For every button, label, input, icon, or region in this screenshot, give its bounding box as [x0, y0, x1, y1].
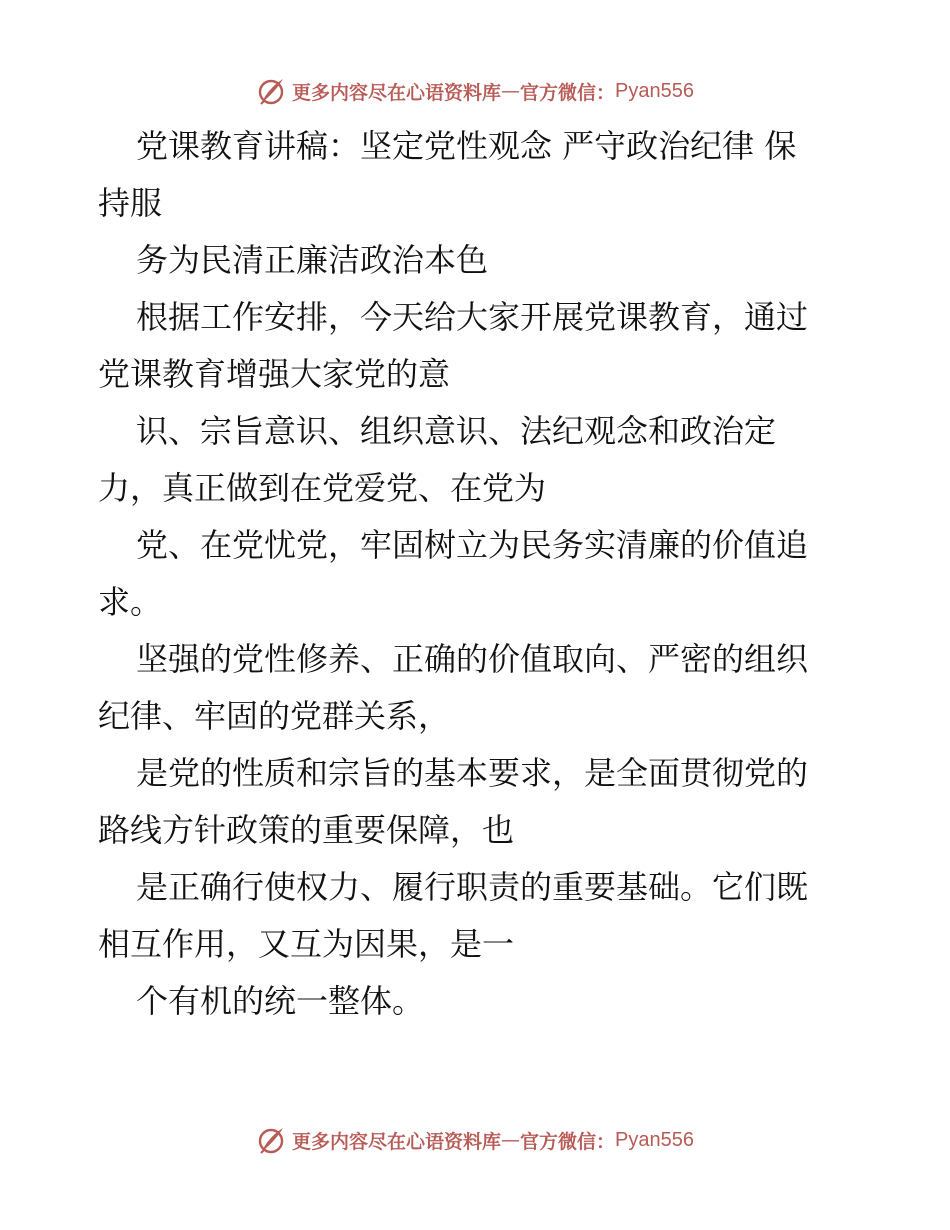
document-line: 根据工作安排，今天给大家开展党课教育，通过 [136, 298, 809, 336]
document-line: 识、宗旨意识、组织意识、法纪观念和政治定 [136, 412, 777, 450]
footer-wechat-id: Pyan556 [615, 1128, 694, 1151]
document-line: 个有机的统一整体。 [136, 982, 425, 1020]
footer-banner [0, 1120, 950, 1160]
document-line: 路线方针政策的重要保障，也 [98, 811, 515, 849]
document-line: 纪律、牢固的党群关系， [98, 697, 451, 735]
footer-site-text: 更多内容尽在心语资料库 [292, 1130, 502, 1153]
document-line: 党课教育增强大家党的意 [98, 355, 451, 393]
document-line: 是正确行使权力、履行职责的重要基础。它们既 [136, 868, 809, 906]
document-line: 力，真正做到在党爱党、在党为 [98, 469, 547, 507]
footer-separator: — [501, 1129, 521, 1151]
document-line: 党课教育讲稿：坚定党性观念 严守政治纪律 保 [136, 127, 797, 165]
quill-pen-logo-icon [256, 1125, 286, 1155]
footer-wechat-label: 官方微信： [520, 1130, 616, 1153]
header-site-text: 更多内容尽在心语资料库 [292, 81, 502, 104]
document-body [98, 118, 858, 1030]
document-line: 坚强的党性修养、正确的价值取向、严密的组织 [136, 640, 809, 678]
document-line: 党、在党忧党，牢固树立为民务实清廉的价值追 [136, 526, 809, 564]
document-line: 务为民清正廉洁政治本色 [136, 241, 489, 279]
header-banner [0, 71, 950, 111]
quill-pen-logo-icon [256, 76, 286, 106]
document-line: 求。 [98, 583, 163, 621]
header-separator: — [501, 80, 521, 102]
document-line: 是党的性质和宗旨的基本要求，是全面贯彻党的 [136, 754, 809, 792]
document-line: 相互作用，又互为因果，是一 [98, 925, 515, 963]
document-line: 持服 [98, 184, 163, 222]
header-wechat-id: Pyan556 [615, 79, 694, 102]
header-wechat-label: 官方微信： [520, 81, 616, 104]
